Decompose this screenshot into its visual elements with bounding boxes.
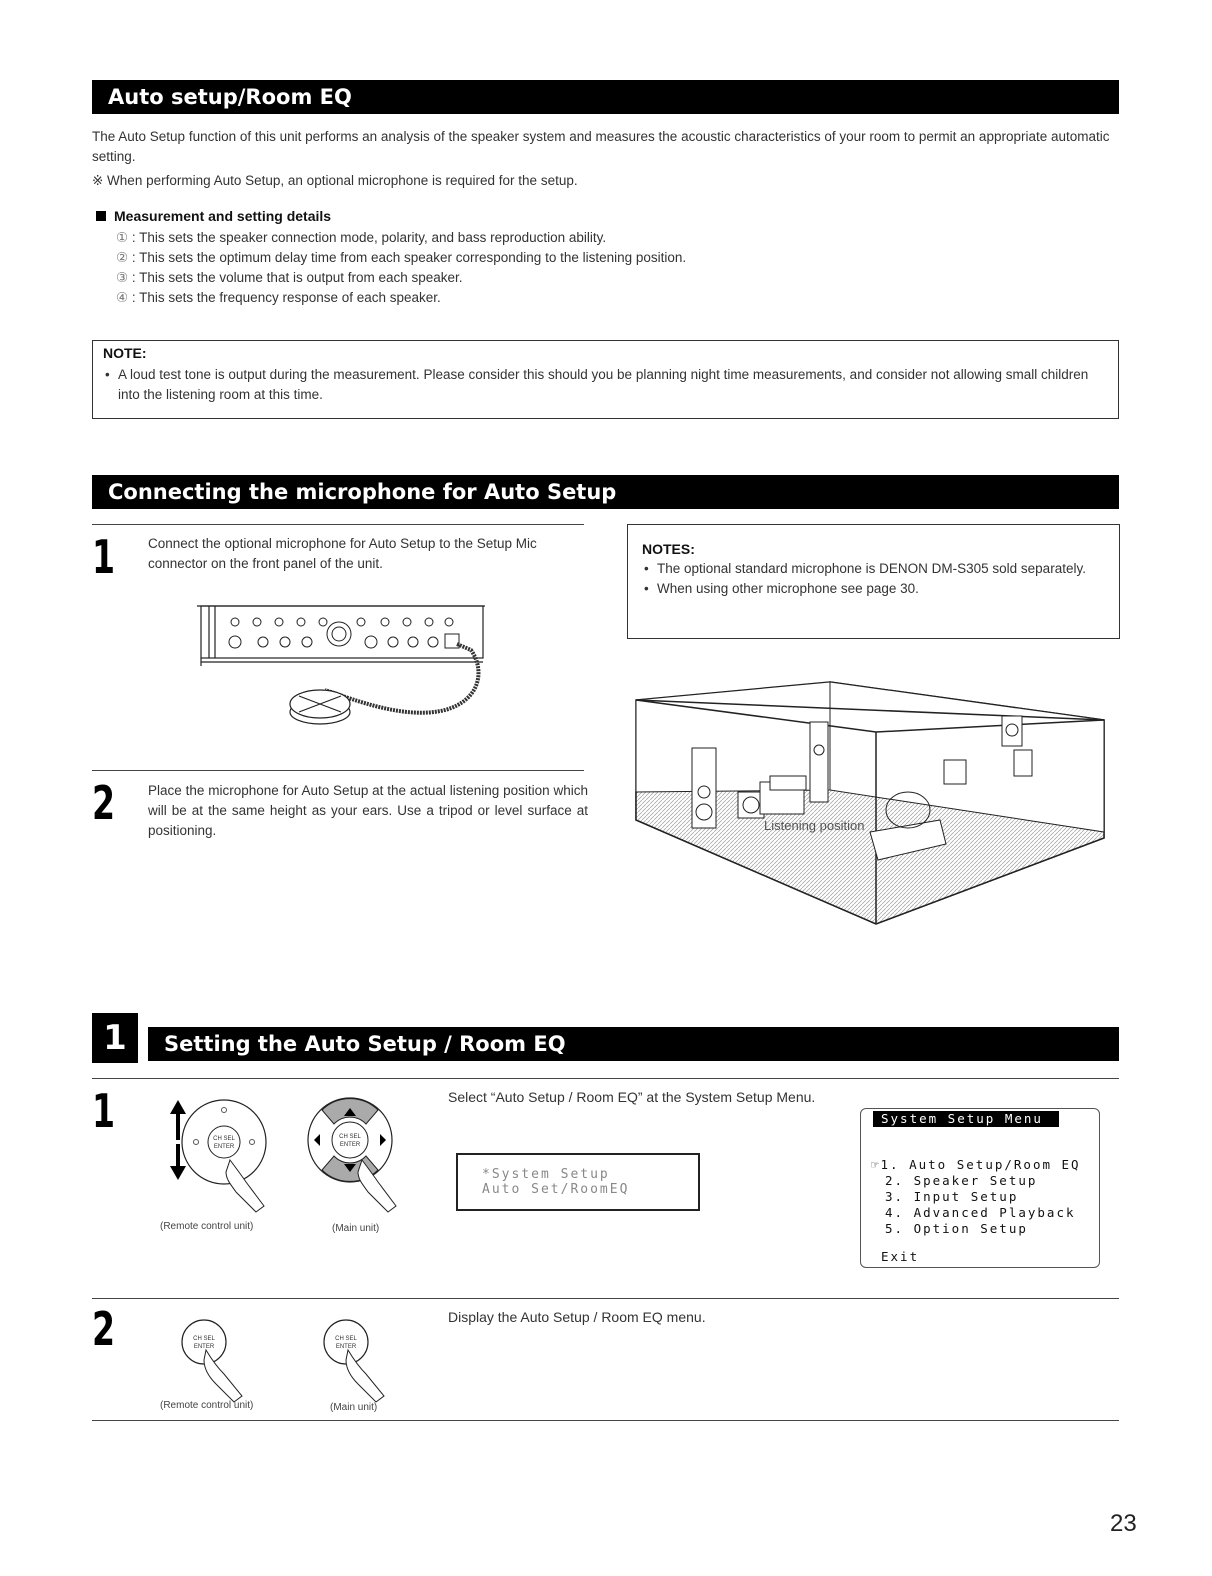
- note-item: • A loud test tone is output during the measurement. Please consider this should you be planning night time measurements, and consider not allowing small children into the listening room at this time.: [103, 365, 1108, 405]
- badge-number: 1: [103, 1018, 127, 1058]
- remote-enter-button-illustration: [176, 1316, 266, 1406]
- detail-item: [116, 288, 1016, 308]
- page-number: 23: [1110, 1510, 1137, 1537]
- detail-marker: ②: [116, 250, 129, 265]
- section-badge: [92, 1013, 138, 1063]
- details-list: [116, 228, 1016, 308]
- caption-main: (Main unit): [332, 1223, 380, 1234]
- menu-item-speaker-setup[interactable]: 2. Speaker Setup: [885, 1173, 1038, 1188]
- divider: [92, 770, 584, 771]
- divider: [92, 1078, 1119, 1079]
- menu-title: [873, 1111, 1059, 1127]
- details-heading: [96, 208, 331, 224]
- detail-item: [116, 248, 1016, 268]
- step-number: 2: [92, 1302, 116, 1356]
- note-title: NOTE:: [103, 345, 147, 361]
- button-label: CH SEL: [213, 1136, 235, 1142]
- detail-marker: ③: [116, 270, 129, 285]
- section-title-connecting-microphone: [92, 475, 1119, 509]
- details-heading-text: Measurement and setting details: [114, 208, 332, 224]
- detail-text: : This sets the frequency response of each speaker.: [131, 290, 441, 305]
- divider: [92, 1298, 1119, 1299]
- pointer-hand-icon: ☞: [871, 1157, 881, 1172]
- caption-remote: (Remote control unit): [160, 1400, 254, 1411]
- room-label: Listening position: [764, 818, 865, 833]
- main-enter-button-illustration: [318, 1316, 408, 1406]
- lcd-line: Auto Set/RoomEQ: [482, 1182, 630, 1197]
- menu-item-advanced-playback[interactable]: 4. Advanced Playback: [885, 1205, 1076, 1220]
- pointing-hand-icon: [204, 1350, 242, 1402]
- step2-instruction: Display the Auto Setup / Room EQ menu.: [448, 1309, 706, 1325]
- notes-title: NOTES:: [642, 541, 695, 557]
- menu-title-text: System Setup Menu: [881, 1111, 1043, 1126]
- square-bullet-icon: [96, 211, 106, 221]
- step-number: 1: [92, 530, 116, 584]
- button-label: CH SEL: [339, 1134, 361, 1140]
- button-label: ENTER: [335, 1344, 357, 1350]
- amplifier-front-panel: [197, 606, 485, 666]
- step1-text: Connect the optional microphone for Auto Setup to the Setup Mic connector on the front panel of the unit.: [148, 536, 537, 571]
- menu-item-option-setup[interactable]: 5. Option Setup: [885, 1221, 1028, 1236]
- detail-item: [116, 268, 1016, 288]
- detail-text: : This sets the optimum delay time from each speaker corresponding to the listening position.: [131, 250, 687, 265]
- microphone-icon: [290, 690, 350, 724]
- button-label: CH SEL: [335, 1336, 357, 1342]
- menu-item-input-setup[interactable]: 3. Input Setup: [885, 1189, 1019, 1204]
- note-box: [92, 340, 1119, 419]
- detail-marker: ④: [116, 290, 129, 305]
- detail-item: [116, 228, 1016, 248]
- notes-item: • When using other microphone see page 30.: [642, 579, 1109, 599]
- notes-box: [627, 524, 1120, 639]
- button-label: ENTER: [213, 1144, 235, 1150]
- caption-main: (Main unit): [330, 1402, 378, 1413]
- divider: [92, 524, 584, 525]
- intro-paragraph: The Auto Setup function of this unit performs an analysis of the speaker system and measures the acoustic characteristics of your room to permit an appropriate automatic setting.: [92, 129, 1110, 164]
- menu-items: [871, 1157, 1081, 1237]
- menu-item-exit[interactable]: Exit: [881, 1249, 920, 1264]
- main-unit-button-illustration: [300, 1090, 410, 1220]
- listening-room-illustration: [630, 672, 1110, 927]
- pointing-hand-icon: [346, 1350, 384, 1402]
- lcd-line: *System Setup: [482, 1167, 610, 1182]
- lcd-display: [456, 1153, 700, 1211]
- caption-remote: (Remote control unit): [160, 1221, 254, 1232]
- button-label: ENTER: [193, 1344, 215, 1350]
- notes-list: [642, 559, 1109, 599]
- step-number: 2: [92, 776, 116, 830]
- section-title-text: Auto setup/Room EQ: [108, 85, 352, 109]
- button-label: ENTER: [339, 1142, 361, 1148]
- divider: [92, 1420, 1119, 1421]
- asterisk-note: ※ When performing Auto Setup, an optional microphone is required for the setup.: [92, 173, 578, 188]
- remote-control-button-illustration: [166, 1096, 276, 1216]
- system-setup-menu: [860, 1108, 1100, 1268]
- detail-marker: ①: [116, 230, 129, 245]
- step2-text: Place the microphone for Auto Setup at the actual listening position which will be at the same height as your ears. Use a tripod or level surface at positioning.: [148, 783, 588, 838]
- button-label: CH SEL: [193, 1336, 215, 1342]
- section-title-auto-setup: [92, 80, 1119, 114]
- detail-text: : This sets the speaker connection mode, polarity, and bass reproduction ability.: [131, 230, 607, 245]
- section-title-text: Setting the Auto Setup / Room EQ: [164, 1032, 566, 1056]
- front-panel-microphone-illustration: [195, 600, 495, 760]
- section-title-setting-auto-setup: [148, 1027, 1119, 1061]
- step-number: 1: [92, 1084, 116, 1138]
- step1-instruction: Select “Auto Setup / Room EQ” at the System Setup Menu.: [448, 1089, 816, 1105]
- detail-text: : This sets the volume that is output from each speaker.: [131, 270, 463, 285]
- section-title-text: Connecting the microphone for Auto Setup: [108, 480, 617, 504]
- note-list: [103, 365, 1108, 405]
- menu-item-auto-setup[interactable]: ☞1. Auto Setup/Room EQ: [871, 1157, 1081, 1172]
- notes-item: • The optional standard microphone is DENON DM-S305 sold separately.: [642, 559, 1109, 579]
